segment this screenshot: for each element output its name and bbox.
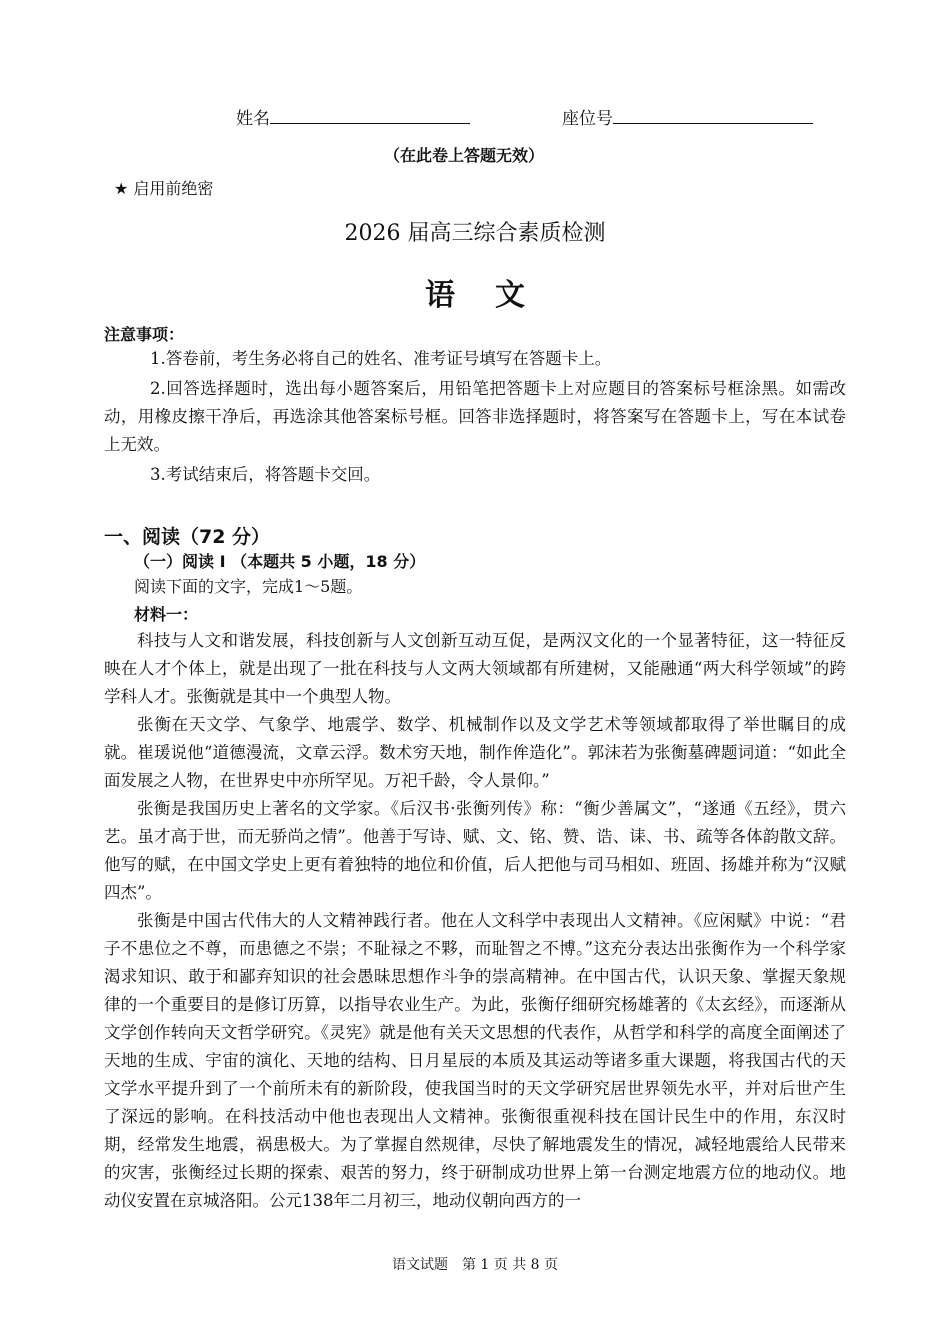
name-field bbox=[236, 104, 470, 129]
section-subtitle: （一）阅读 I （本题共 5 小题，18 分） bbox=[134, 552, 426, 571]
notice-item-2: 2.回答选择题时，选出每小题答案后，用铅笔把答题卡上对应题目的答案标号框涂黑。如需改动，用橡皮擦干净后，再选涂其他答案标号框。回答非选择题时，将答案写在答题卡上，写在本试卷上无效。 bbox=[104, 379, 846, 454]
notice-heading: 注意事项： bbox=[104, 325, 185, 344]
passage-paragraph-2: 张衡在天文学、气象学、地震学、数学、机械制作以及文学艺术等领域都取得了举世瞩目的成就。崔瑗说他“道德漫流，文章云浮。数术穷天地，制作侔造化”。郭沫若为张衡墓碑题词道：“如此全面发展之人物，在世界史中亦所罕见。万祀千龄，令人景仰。” bbox=[104, 715, 846, 790]
passage-paragraph-3: 张衡是我国历史上著名的文学家。《后汉书·张衡列传》称：“衡少善属文”，“遂通《五经》，贯六艺。虽才高于世，而无骄尚之情”。他善于写诗、赋、文、铭、赞、诰、诔、书、疏等各体韵散文辞。他写的赋，在中国文学史上更有着独特的地位和价值，后人把他与司马相如、班固、扬雄并称为“汉赋四杰”。 bbox=[104, 799, 846, 902]
passage-paragraph-4: 张衡是中国古代伟大的人文精神践行者。他在人文科学中表现出人文精神。《应闲赋》中说：“君子不患位之不尊，而患德之不崇；不耻禄之不夥，而耻智之不博。”这充分表达出张衡作为一个科学家渴求知识、敢于和鄙弃知识的社会愚昧思想作斗争的崇高精神。在中国古代，认识天象、掌握天象规律的一个重要目的是修订历算，以指导农业生产。为此，张衡仔细研究杨雄著的《太玄经》，而逐渐从文学创作转向天文哲学研究。《灵宪》就是他有关天文思想的代表作，从哲学和科学的高度全面阐述了天地的生成、宇宙的演化、天地的结构、日月星辰的本质及其运动等诸多重大课题，将我国古代的天文学水平提升到了一个前所未有的新阶段，使我国当时的天文学研究居世界领先水平，并对后世产生了深远的影响。在科技活动中他也表现出人文精神。张衡很重视科技在国计民生中的作用，东汉时期，经常发生地震，祸患极大。为了掌握自然规律，尽快了解地震发生的情况，减轻地震给人民带来的灾害，张衡经过长期的探索、艰苦的努力，终于研制成功世界上第一台测定地震方位的地动仪。地动仪安置在京城洛阳。公元138年二月初三，地动仪朝向西方的一 bbox=[104, 911, 846, 1210]
name-blank-line bbox=[270, 106, 470, 124]
confidential-mark: ★ 启用前绝密 bbox=[114, 179, 214, 198]
page-footer: 语文试题 第 1 页 共 8 页 bbox=[391, 1257, 559, 1273]
notice-item-1: 1.答卷前，考生务必将自己的姓名、准考证号填写在答题卡上。 bbox=[150, 349, 612, 368]
section-instruction: 阅读下面的文字，完成1～5题。 bbox=[134, 577, 363, 596]
material-label: 材料一： bbox=[134, 605, 199, 624]
passage-paragraph-1: 科技与人文和谐发展，科技创新与人文创新互动互促，是两汉文化的一个显著特征，这一特征反映在人才个体上，就是出现了一批在科技与人文两大领域都有所建树，又能融通“两大科学领域”的跨学科人才。张衡就是其中一个典型人物。 bbox=[104, 631, 846, 706]
name-label: 姓名 bbox=[236, 109, 270, 129]
seat-blank-line bbox=[613, 106, 813, 124]
subject-title: 语文 bbox=[425, 278, 565, 313]
exam-title: 2026 届高三综合素质检测 bbox=[344, 221, 606, 246]
section-title: 一、阅读（72 分） bbox=[104, 526, 271, 548]
invalid-answer-note: （在此卷上答题无效） bbox=[384, 146, 545, 165]
notice-item-3: 3.考试结束后，将答题卡交回。 bbox=[150, 465, 381, 484]
seat-label: 座位号 bbox=[562, 109, 613, 129]
seat-field bbox=[562, 104, 813, 129]
